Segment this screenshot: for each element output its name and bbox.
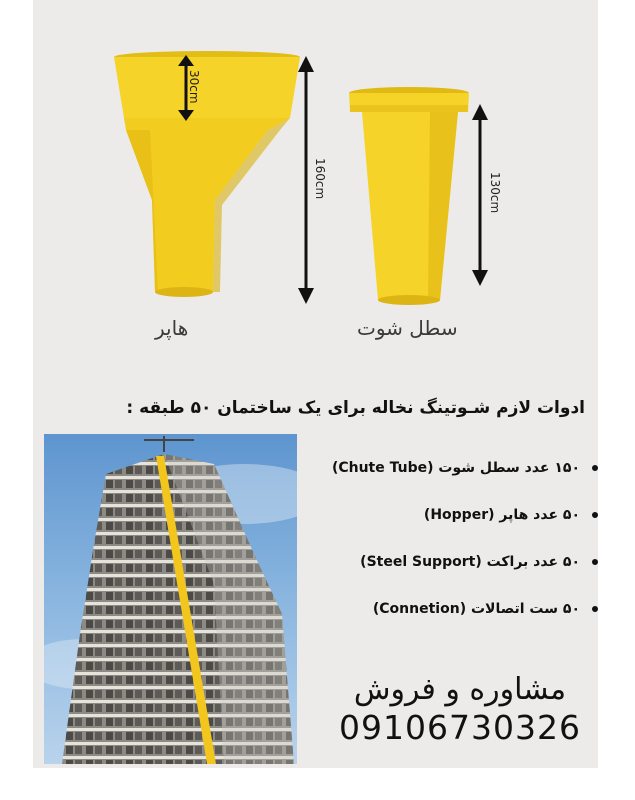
hopper-top-height-label: 30cm — [187, 70, 201, 104]
bullet-dot — [592, 559, 598, 565]
equipment-list — [300, 460, 602, 648]
chute-height-arrow — [472, 104, 488, 286]
list-item: ۱۵۰ عدد سطل شوت (Chute Tube) — [300, 460, 602, 507]
chute-height-label: 130cm — [488, 172, 502, 214]
phone-number[interactable]: 09106730326 — [339, 708, 581, 747]
list-item: ۵۰ عدد براکت (Steel Support) — [300, 554, 602, 601]
bullet-dot — [592, 465, 598, 471]
chute-label: سطل شوت — [357, 316, 458, 340]
chute-product — [349, 87, 469, 305]
bullet-dot — [592, 606, 598, 612]
list-item: ۵۰ عدد هاپر (Hopper) — [300, 507, 602, 554]
bottom-strip — [0, 768, 635, 800]
building-illustration — [44, 434, 297, 764]
building-photo — [44, 434, 297, 764]
hopper-label: هاپر — [155, 316, 189, 340]
hopper-height-arrow — [298, 56, 314, 304]
hopper-height-label: 160cm — [313, 158, 327, 200]
sales-label: مشاوره و فروش — [353, 672, 567, 707]
equipment-heading: ادوات لازم شـوتینگ نخاله برای یک ساختمان ۵۰ طبقه : — [126, 398, 585, 418]
list-item: ۵۰ ست اتصالات (Connetion) — [300, 601, 602, 648]
bullet-dot — [592, 512, 598, 518]
hopper-product — [114, 51, 300, 297]
